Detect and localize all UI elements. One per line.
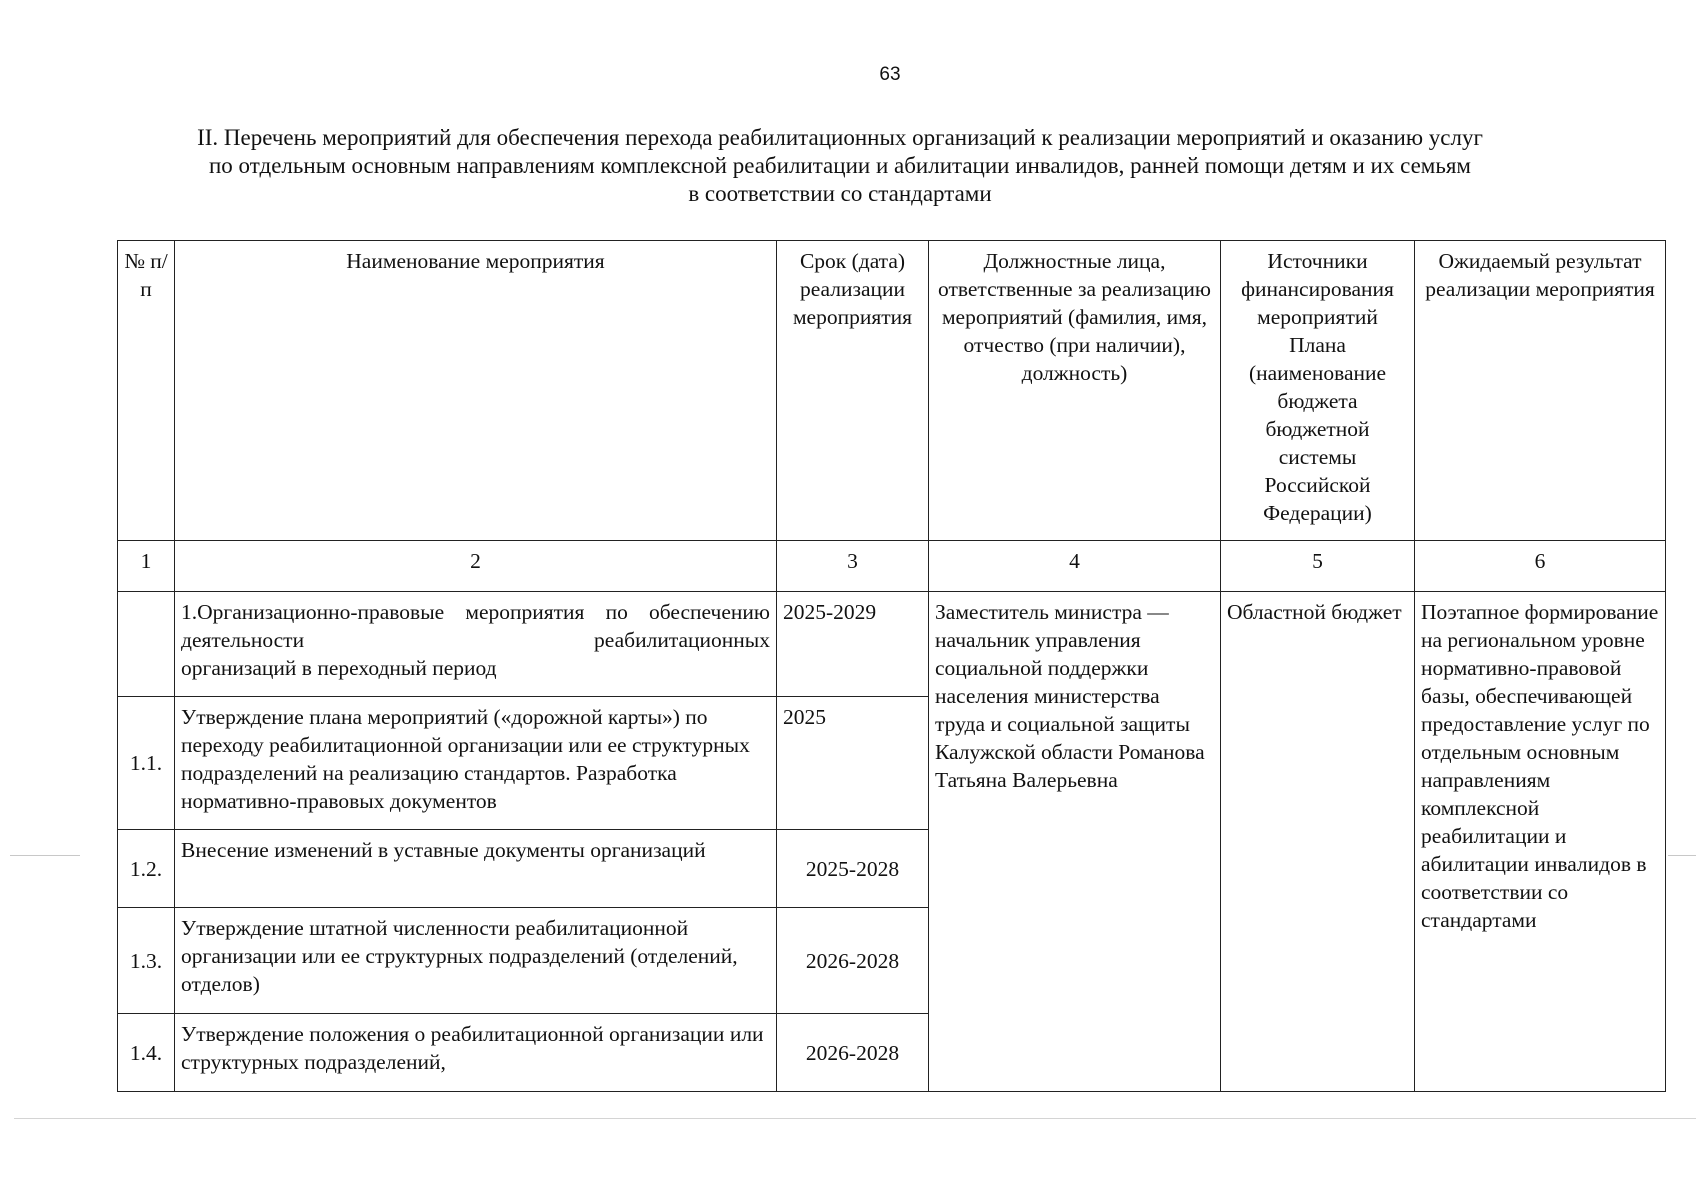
title-line-2: по отдельным основным направлениям комплексной реабилитации и абилитации инвалидов, ранней помощи детям и их семьям — [209, 153, 1471, 178]
activities-table — [117, 240, 1666, 1092]
funding-source: Областной бюджет — [1221, 592, 1415, 1092]
activity-date: 2026-2028 — [777, 908, 929, 1014]
column-number: 4 — [929, 541, 1221, 592]
responsible-person: Заместитель министра — начальник управления социальной поддержки населения министерства труда и социальной защиты Калужской области Романова Татьяна Валерьевна — [929, 592, 1221, 1092]
scan-page-edge — [14, 1118, 1696, 1119]
activity-name-line: организаций в переходный период — [181, 656, 497, 680]
activity-date: 2025-2028 — [777, 830, 929, 908]
title-line-1: II. Перечень мероприятий для обеспечения перехода реабилитационных организаций к реализации мероприятий и оказанию услуг — [197, 125, 1483, 150]
header-number: № п/п — [118, 241, 175, 541]
page-number: 63 — [879, 64, 901, 85]
row-number — [118, 592, 175, 697]
row-number: 1.4. — [118, 1014, 175, 1092]
activity-date: 2026-2028 — [777, 1014, 929, 1092]
row-number: 1.1. — [118, 697, 175, 830]
header-funding: Источники финансирования мероприятий Плана (наименование бюджета бюджетной системы Российской Федерации) — [1221, 241, 1415, 541]
activity-name: Внесение изменений в уставные документы организаций — [175, 830, 777, 908]
row-number: 1.3. — [118, 908, 175, 1014]
expected-result: Поэтапное формирование на региональном уровне нормативно-правовой базы, обеспечивающей предоставление услуг по отдельным основным направлениям комплексной реабилитации и абилитации инвалидов в соответствии со стандартами — [1415, 592, 1666, 1092]
column-number: 6 — [1415, 541, 1666, 592]
section-title — [140, 124, 1540, 208]
table-row — [118, 592, 1666, 697]
scan-artifact-line — [1668, 855, 1696, 856]
header-responsible: Должностные лица, ответственные за реализацию мероприятий (фамилия, имя, отчество (при наличии), должность) — [929, 241, 1221, 541]
activity-name — [175, 592, 777, 697]
header-activity-name: Наименование мероприятия — [175, 241, 777, 541]
scan-artifact-line — [10, 855, 80, 856]
header-deadline: Срок (дата) реализации мероприятия — [777, 241, 929, 541]
activity-name-line: 1.Организационно-правовые мероприятия по обеспечению деятельности реабилитационных — [181, 600, 770, 652]
table-header-row — [118, 241, 1666, 541]
column-number: 5 — [1221, 541, 1415, 592]
title-line-3: в соответствии со стандартами — [688, 181, 992, 206]
activity-date: 2025-2029 — [777, 592, 929, 697]
column-number: 1 — [118, 541, 175, 592]
activity-name: Утверждение штатной численности реабилитационной организации или ее структурных подразделений (отделений, отделов) — [175, 908, 777, 1014]
column-numbers-row — [118, 541, 1666, 592]
activity-name: Утверждение плана мероприятий («дорожной карты») по переходу реабилитационной организации или ее структурных подразделений на реализацию стандартов. Разработка нормативно-правовых документов — [175, 697, 777, 830]
column-number: 3 — [777, 541, 929, 592]
header-expected-result: Ожидаемый результат реализации мероприятия — [1415, 241, 1666, 541]
activity-date: 2025 — [777, 697, 929, 830]
column-number: 2 — [175, 541, 777, 592]
activity-name: Утверждение положения о реабилитационной организации или структурных подразделений, — [175, 1014, 777, 1092]
row-number: 1.2. — [118, 830, 175, 908]
